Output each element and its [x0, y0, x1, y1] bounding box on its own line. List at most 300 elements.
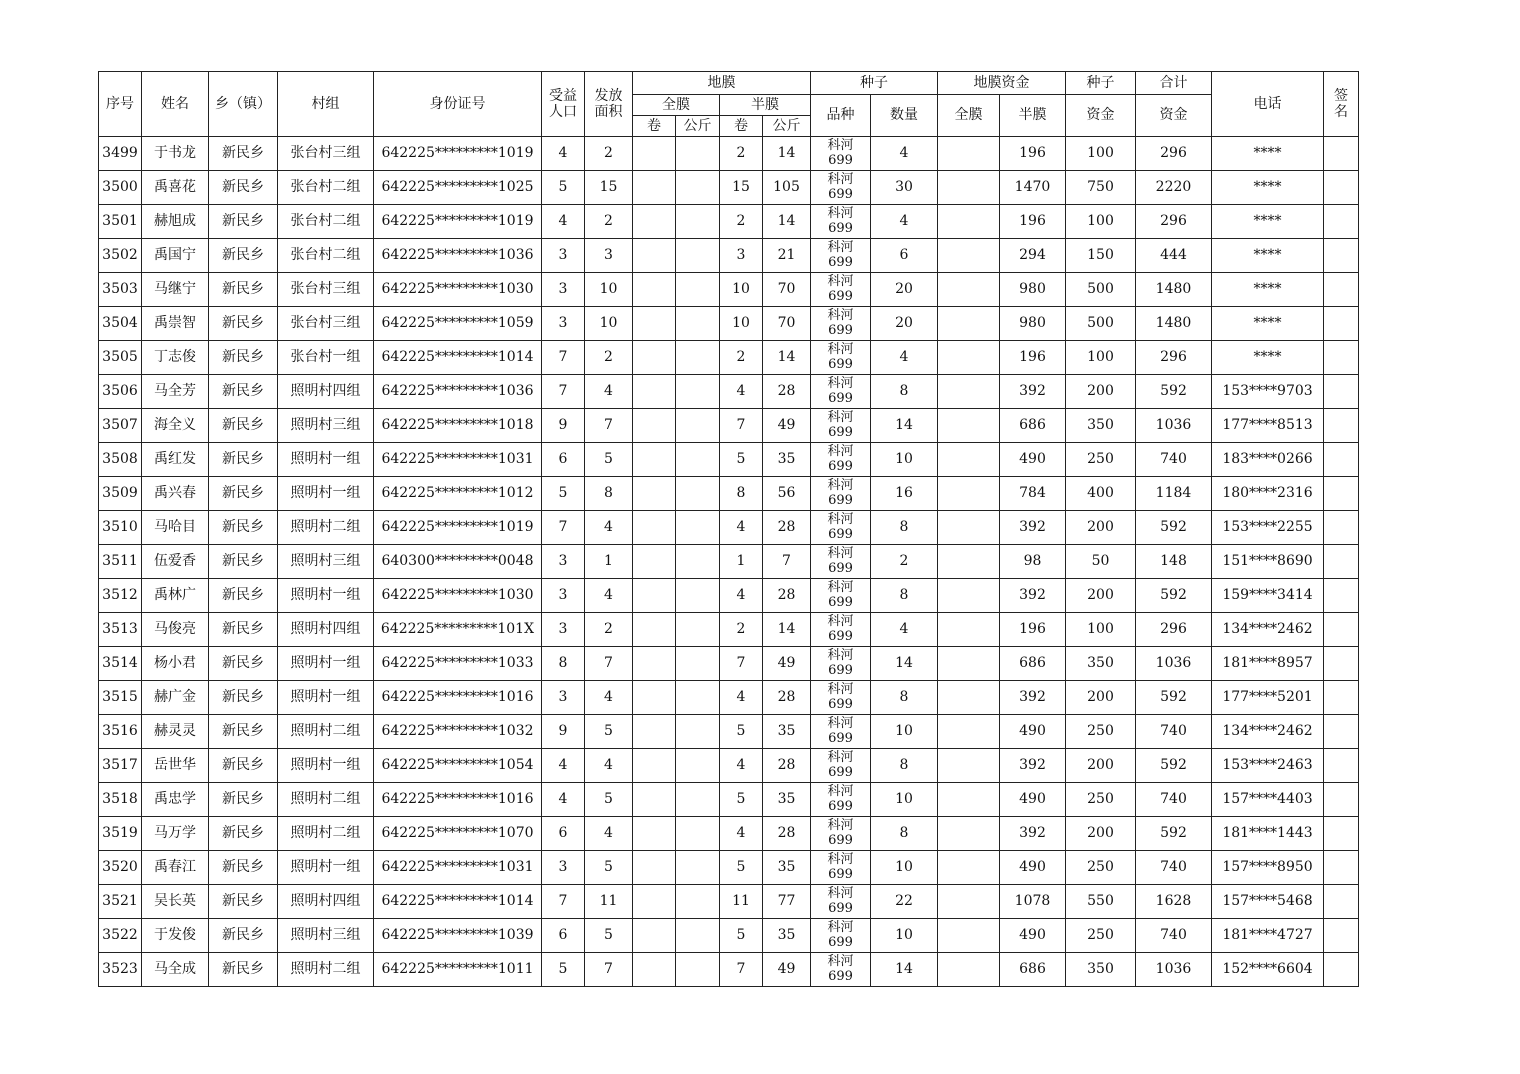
cell-seed-fund: 350 [1066, 647, 1136, 681]
cell-seed-fund: 250 [1066, 919, 1136, 953]
cell-full-kg [676, 477, 720, 511]
cell-full-roll [633, 409, 676, 443]
cell-full-fund [938, 443, 1000, 477]
variety-line-1: 科河 [827, 342, 854, 358]
variety-line-1: 科河 [827, 954, 854, 970]
cell-seed-fund: 250 [1066, 783, 1136, 817]
cell-full-kg [676, 817, 720, 851]
cell-town: 新民乡 [209, 613, 278, 647]
cell-seed-fund: 200 [1066, 749, 1136, 783]
cell-seq: 3508 [99, 443, 142, 477]
header-half-fund: 半膜 [1000, 95, 1066, 137]
cell-seed-fund: 500 [1066, 273, 1136, 307]
cell-seq: 3500 [99, 171, 142, 205]
cell-variety [811, 885, 871, 919]
cell-name: 禹林广 [142, 579, 209, 613]
cell-town: 新民乡 [209, 375, 278, 409]
cell-full-fund [938, 409, 1000, 443]
cell-full-roll [633, 715, 676, 749]
cell-half-roll: 10 [720, 273, 763, 307]
cell-qty: 8 [871, 749, 938, 783]
variety-line-1: 科河 [827, 716, 854, 732]
cell-name: 禹崇智 [142, 307, 209, 341]
cell-seed-fund: 200 [1066, 681, 1136, 715]
cell-half-fund: 196 [1000, 205, 1066, 239]
cell-seq: 3506 [99, 375, 142, 409]
cell-full-fund [938, 783, 1000, 817]
cell-seq: 3522 [99, 919, 142, 953]
cell-people: 4 [542, 205, 585, 239]
cell-area: 4 [585, 817, 633, 851]
cell-full-kg [676, 953, 720, 987]
variety-line-2: 699 [828, 526, 853, 542]
cell-area: 7 [585, 647, 633, 681]
cell-village: 照明村二组 [278, 783, 374, 817]
cell-variety [811, 647, 871, 681]
cell-id: 642225*********1031 [374, 443, 542, 477]
cell-name: 杨小君 [142, 647, 209, 681]
cell-half-roll: 4 [720, 579, 763, 613]
cell-town: 新民乡 [209, 273, 278, 307]
cell-sign [1324, 341, 1359, 375]
cell-name: 赫旭成 [142, 205, 209, 239]
cell-variety [811, 273, 871, 307]
cell-full-fund [938, 647, 1000, 681]
variety-line-2: 699 [828, 424, 853, 440]
variety-line-2: 699 [828, 152, 853, 168]
cell-phone: 152****6604 [1212, 953, 1324, 987]
cell-total: 592 [1136, 579, 1212, 613]
cell-village: 张台村一组 [278, 341, 374, 375]
cell-town: 新民乡 [209, 239, 278, 273]
cell-id: 642225*********1016 [374, 681, 542, 715]
cell-area: 1 [585, 545, 633, 579]
cell-full-roll [633, 307, 676, 341]
cell-full-fund [938, 817, 1000, 851]
header-half-kg: 公斤 [763, 116, 811, 137]
header-area: 发放 面积 [585, 72, 633, 137]
cell-phone: 134****2462 [1212, 715, 1324, 749]
cell-sign [1324, 477, 1359, 511]
cell-half-kg: 70 [763, 307, 811, 341]
cell-town: 新民乡 [209, 749, 278, 783]
cell-village: 照明村一组 [278, 851, 374, 885]
cell-area: 5 [585, 851, 633, 885]
table-row [99, 341, 1359, 375]
cell-full-kg [676, 715, 720, 749]
cell-qty: 14 [871, 953, 938, 987]
cell-half-roll: 4 [720, 817, 763, 851]
cell-sign [1324, 647, 1359, 681]
cell-total: 2220 [1136, 171, 1212, 205]
cell-village: 照明村一组 [278, 681, 374, 715]
cell-phone: 181****8957 [1212, 647, 1324, 681]
cell-full-roll [633, 953, 676, 987]
cell-full-roll [633, 749, 676, 783]
variety-line-1: 科河 [827, 784, 854, 800]
cell-area: 10 [585, 307, 633, 341]
variety-line-2: 699 [828, 254, 853, 270]
cell-id: 642225*********1039 [374, 919, 542, 953]
cell-id: 642225*********1025 [374, 171, 542, 205]
header-seed-fund-top: 种子 [1066, 72, 1136, 95]
cell-phone: 153****2255 [1212, 511, 1324, 545]
cell-phone: 151****8690 [1212, 545, 1324, 579]
variety-line-1: 科河 [827, 852, 854, 868]
cell-village: 照明村一组 [278, 647, 374, 681]
cell-area: 5 [585, 783, 633, 817]
cell-seq: 3517 [99, 749, 142, 783]
cell-id: 642225*********1036 [374, 239, 542, 273]
variety-line-1: 科河 [827, 648, 854, 664]
cell-half-kg: 14 [763, 205, 811, 239]
table-row [99, 273, 1359, 307]
table-row [99, 307, 1359, 341]
header-full-roll: 卷 [633, 116, 676, 137]
cell-half-fund: 196 [1000, 341, 1066, 375]
cell-qty: 10 [871, 443, 938, 477]
cell-area: 5 [585, 443, 633, 477]
cell-total: 148 [1136, 545, 1212, 579]
variety-line-2: 699 [828, 288, 853, 304]
cell-name: 马哈目 [142, 511, 209, 545]
variety-line-1: 科河 [827, 138, 854, 154]
cell-half-fund: 490 [1000, 715, 1066, 749]
cell-full-roll [633, 919, 676, 953]
cell-total: 296 [1136, 205, 1212, 239]
cell-phone: 181****1443 [1212, 817, 1324, 851]
cell-half-kg: 28 [763, 817, 811, 851]
cell-town: 新民乡 [209, 715, 278, 749]
cell-full-roll [633, 817, 676, 851]
cell-variety [811, 919, 871, 953]
cell-half-roll: 7 [720, 647, 763, 681]
cell-seq: 3502 [99, 239, 142, 273]
table-row [99, 953, 1359, 987]
cell-seq: 3516 [99, 715, 142, 749]
cell-seq: 3504 [99, 307, 142, 341]
cell-people: 5 [542, 477, 585, 511]
cell-name: 赫广金 [142, 681, 209, 715]
variety-line-2: 699 [828, 560, 853, 576]
cell-sign [1324, 885, 1359, 919]
cell-name: 于发俊 [142, 919, 209, 953]
cell-half-kg: 77 [763, 885, 811, 919]
cell-full-roll [633, 851, 676, 885]
cell-qty: 20 [871, 307, 938, 341]
cell-half-kg: 28 [763, 579, 811, 613]
cell-town: 新民乡 [209, 579, 278, 613]
cell-total: 592 [1136, 749, 1212, 783]
cell-name: 马继宁 [142, 273, 209, 307]
cell-phone: **** [1212, 239, 1324, 273]
cell-name: 岳世华 [142, 749, 209, 783]
cell-half-fund: 294 [1000, 239, 1066, 273]
cell-half-kg: 7 [763, 545, 811, 579]
cell-full-kg [676, 171, 720, 205]
cell-total: 1628 [1136, 885, 1212, 919]
variety-line-1: 科河 [827, 308, 854, 324]
cell-full-roll [633, 239, 676, 273]
cell-half-kg: 35 [763, 851, 811, 885]
cell-full-fund [938, 613, 1000, 647]
cell-phone: 159****3414 [1212, 579, 1324, 613]
table-row [99, 443, 1359, 477]
cell-half-roll: 11 [720, 885, 763, 919]
cell-people: 3 [542, 273, 585, 307]
cell-id: 642225*********1019 [374, 511, 542, 545]
header-full-fund: 全膜 [938, 95, 1000, 137]
cell-full-fund [938, 851, 1000, 885]
cell-phone: 177****5201 [1212, 681, 1324, 715]
header-full-kg: 公斤 [676, 116, 720, 137]
cell-id: 642225*********1031 [374, 851, 542, 885]
cell-variety [811, 749, 871, 783]
cell-full-roll [633, 171, 676, 205]
cell-half-kg: 14 [763, 613, 811, 647]
cell-seed-fund: 350 [1066, 953, 1136, 987]
cell-village: 照明村一组 [278, 749, 374, 783]
cell-seq: 3503 [99, 273, 142, 307]
cell-id: 640300*********0048 [374, 545, 542, 579]
cell-qty: 10 [871, 851, 938, 885]
cell-half-roll: 10 [720, 307, 763, 341]
cell-village: 张台村三组 [278, 137, 374, 171]
cell-full-kg [676, 885, 720, 919]
cell-people: 4 [542, 749, 585, 783]
cell-id: 642225*********1033 [374, 647, 542, 681]
cell-sign [1324, 783, 1359, 817]
cell-phone: **** [1212, 205, 1324, 239]
cell-half-roll: 15 [720, 171, 763, 205]
cell-sign [1324, 715, 1359, 749]
cell-sign [1324, 919, 1359, 953]
cell-qty: 8 [871, 579, 938, 613]
cell-variety [811, 681, 871, 715]
cell-total: 740 [1136, 715, 1212, 749]
cell-full-roll [633, 205, 676, 239]
cell-variety [811, 171, 871, 205]
cell-full-fund [938, 953, 1000, 987]
cell-full-kg [676, 511, 720, 545]
cell-full-fund [938, 885, 1000, 919]
cell-sign [1324, 443, 1359, 477]
cell-people: 6 [542, 817, 585, 851]
cell-full-roll [633, 647, 676, 681]
cell-people: 6 [542, 443, 585, 477]
cell-full-fund [938, 137, 1000, 171]
cell-town: 新民乡 [209, 511, 278, 545]
variety-line-2: 699 [828, 492, 853, 508]
variety-line-2: 699 [828, 390, 853, 406]
table-row [99, 783, 1359, 817]
cell-seed-fund: 350 [1066, 409, 1136, 443]
cell-full-fund [938, 681, 1000, 715]
cell-half-kg: 21 [763, 239, 811, 273]
header-sign: 签 名 [1324, 72, 1359, 137]
header-seed: 种子 [811, 72, 938, 95]
cell-area: 4 [585, 749, 633, 783]
cell-full-roll [633, 341, 676, 375]
variety-line-1: 科河 [827, 682, 854, 698]
cell-seq: 3499 [99, 137, 142, 171]
cell-seq: 3501 [99, 205, 142, 239]
cell-seq: 3515 [99, 681, 142, 715]
cell-people: 9 [542, 409, 585, 443]
cell-area: 4 [585, 375, 633, 409]
cell-half-fund: 686 [1000, 647, 1066, 681]
cell-town: 新民乡 [209, 443, 278, 477]
cell-name: 吴长英 [142, 885, 209, 919]
header-name: 姓名 [142, 72, 209, 137]
cell-village: 照明村四组 [278, 375, 374, 409]
cell-half-kg: 49 [763, 409, 811, 443]
cell-phone: **** [1212, 307, 1324, 341]
header-seq: 序号 [99, 72, 142, 137]
cell-village: 照明村二组 [278, 953, 374, 987]
cell-full-kg [676, 613, 720, 647]
cell-half-fund: 490 [1000, 443, 1066, 477]
cell-total: 592 [1136, 511, 1212, 545]
cell-seed-fund: 200 [1066, 579, 1136, 613]
cell-half-roll: 7 [720, 953, 763, 987]
cell-name: 禹红发 [142, 443, 209, 477]
table-row [99, 409, 1359, 443]
cell-village: 照明村二组 [278, 817, 374, 851]
cell-town: 新民乡 [209, 307, 278, 341]
cell-people: 4 [542, 783, 585, 817]
table-row [99, 919, 1359, 953]
table-row [99, 205, 1359, 239]
cell-phone: **** [1212, 137, 1324, 171]
variety-line-1: 科河 [827, 512, 854, 528]
cell-half-fund: 784 [1000, 477, 1066, 511]
cell-full-kg [676, 137, 720, 171]
cell-full-fund [938, 341, 1000, 375]
cell-town: 新民乡 [209, 681, 278, 715]
cell-people: 7 [542, 341, 585, 375]
cell-area: 7 [585, 953, 633, 987]
cell-phone: 157****5468 [1212, 885, 1324, 919]
cell-qty: 30 [871, 171, 938, 205]
cell-full-kg [676, 919, 720, 953]
cell-total: 592 [1136, 375, 1212, 409]
cell-variety [811, 443, 871, 477]
cell-half-roll: 5 [720, 715, 763, 749]
cell-qty: 22 [871, 885, 938, 919]
cell-village: 张台村三组 [278, 273, 374, 307]
cell-name: 丁志俊 [142, 341, 209, 375]
cell-half-fund: 392 [1000, 511, 1066, 545]
header-variety: 品种 [811, 95, 871, 137]
table-row [99, 511, 1359, 545]
cell-total: 740 [1136, 919, 1212, 953]
cell-people: 3 [542, 307, 585, 341]
cell-total: 296 [1136, 341, 1212, 375]
variety-line-1: 科河 [827, 478, 854, 494]
cell-people: 7 [542, 375, 585, 409]
cell-town: 新民乡 [209, 205, 278, 239]
header-film-fund: 地膜资金 [938, 72, 1066, 95]
cell-phone: 177****8513 [1212, 409, 1324, 443]
cell-sign [1324, 375, 1359, 409]
cell-area: 11 [585, 885, 633, 919]
cell-full-kg [676, 341, 720, 375]
header-seed-fund-bottom: 资金 [1066, 95, 1136, 137]
variety-line-2: 699 [828, 730, 853, 746]
cell-village: 照明村二组 [278, 511, 374, 545]
cell-id: 642225*********1016 [374, 783, 542, 817]
cell-seed-fund: 250 [1066, 715, 1136, 749]
cell-qty: 10 [871, 919, 938, 953]
cell-half-fund: 980 [1000, 273, 1066, 307]
cell-qty: 16 [871, 477, 938, 511]
cell-full-kg [676, 375, 720, 409]
cell-qty: 8 [871, 681, 938, 715]
cell-id: 642225*********1014 [374, 885, 542, 919]
cell-seed-fund: 400 [1066, 477, 1136, 511]
cell-half-fund: 392 [1000, 749, 1066, 783]
cell-id: 642225*********1070 [374, 817, 542, 851]
cell-qty: 6 [871, 239, 938, 273]
cell-town: 新民乡 [209, 851, 278, 885]
cell-seed-fund: 150 [1066, 239, 1136, 273]
cell-half-fund: 1078 [1000, 885, 1066, 919]
cell-full-kg [676, 205, 720, 239]
cell-variety [811, 375, 871, 409]
cell-name: 赫灵灵 [142, 715, 209, 749]
cell-full-fund [938, 273, 1000, 307]
cell-village: 照明村三组 [278, 919, 374, 953]
header-phone: 电话 [1212, 72, 1324, 137]
cell-village: 照明村三组 [278, 409, 374, 443]
cell-area: 4 [585, 579, 633, 613]
cell-half-roll: 2 [720, 205, 763, 239]
cell-total: 592 [1136, 817, 1212, 851]
cell-town: 新民乡 [209, 409, 278, 443]
cell-qty: 4 [871, 205, 938, 239]
cell-village: 张台村二组 [278, 205, 374, 239]
cell-name: 海全义 [142, 409, 209, 443]
cell-variety [811, 715, 871, 749]
cell-area: 2 [585, 205, 633, 239]
cell-half-fund: 392 [1000, 817, 1066, 851]
cell-people: 3 [542, 681, 585, 715]
variety-line-1: 科河 [827, 172, 854, 188]
cell-area: 7 [585, 409, 633, 443]
header-qty: 数量 [871, 95, 938, 137]
cell-full-kg [676, 273, 720, 307]
cell-total: 740 [1136, 443, 1212, 477]
cell-village: 照明村一组 [278, 477, 374, 511]
variety-line-1: 科河 [827, 376, 854, 392]
cell-half-kg: 35 [763, 783, 811, 817]
cell-full-fund [938, 171, 1000, 205]
cell-name: 马俊亮 [142, 613, 209, 647]
cell-half-fund: 196 [1000, 137, 1066, 171]
cell-total: 1036 [1136, 953, 1212, 987]
table-body [99, 137, 1359, 987]
variety-line-1: 科河 [827, 206, 854, 222]
cell-half-kg: 105 [763, 171, 811, 205]
table-row [99, 613, 1359, 647]
variety-line-2: 699 [828, 832, 853, 848]
table-header [99, 72, 1359, 137]
cell-sign [1324, 613, 1359, 647]
cell-half-roll: 3 [720, 239, 763, 273]
table-row [99, 817, 1359, 851]
cell-half-kg: 28 [763, 749, 811, 783]
